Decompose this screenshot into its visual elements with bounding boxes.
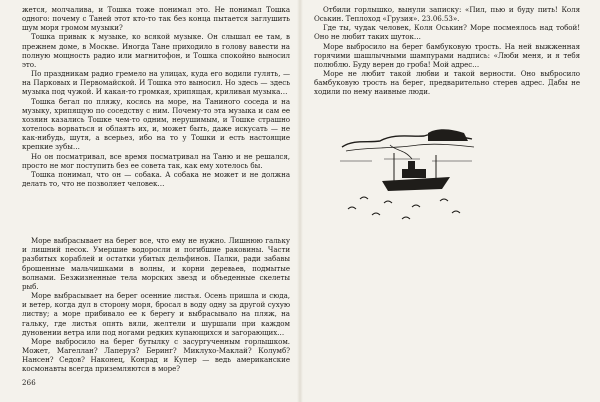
right-page (300, 0, 600, 402)
paragraph: Море выбрасывает на берег осенние листья. Осень пришла и сюда, и ветер, когда дул в сторону моря, бросал в воду одну за другой сухую листву; а море прибивало ее к берегу и выбрасывало на пляж, на гальку, где листья опять вяли, желтели и шуршали при каждом дуновении ветра или под ногами редких купающихся и загорающих… (22, 291, 290, 337)
paragraph: Море выбросило на берег бутылку с засургученным горлышком. Может, Магеллан? Лаперуз? Беринг? Миклухо-Маклай? Колумб? Нансен? Седов? Наконец, Конрад и Купер — ведь американские космонавты всегда приземляются в море? (22, 336, 290, 374)
paragraph: Тошка привык к музыке, ко всякой музыке. Он слышал ее там, в прежнем доме, в Москве. Иногда Тане приходило в голову вавести на полную мощность радио или магнитофон, и Тошка спокойно выносил это. (22, 32, 290, 69)
ship-drawing (332, 103, 482, 223)
paragraph: Отбили горлышко, вынули записку: «Пил, пью и буду пить! Коля Оськин. Теплоход «Грузия». 23.06.53». (314, 5, 580, 24)
paragraph: Но он посматривал, все время посматривал на Таню и не решался, просто не мог поступить без ее совета так, как ему хотелось бы. (22, 151, 290, 170)
paragraph: По праздникам радио гремело на улицах, куда его водили гулять, — на Парковых и Первомайской. И Тошка это выносил. Но здесь — здесь музыка под чужой. И какая-то громкая, хрипящая, криливая музыка… (22, 69, 290, 97)
left-bottom-text (22, 236, 290, 373)
left-top-text (22, 5, 290, 188)
paragraph: Море выбросило на берег бамбуковую трость. На ней выжженная горячими шашлычными шампурами надпись: «Люби меня, и я тебя полюблю. Буду верен до гроба! Мой адрес… (314, 41, 580, 69)
paragraph: Тошка бегал по пляжу, косясь на море, на Таниного соседа и на музыку, хрипящую по соседству с ним. Почему-то эта музыка и сам ее хозяин казались Тошке чем-то одним, нерушимым, и Тошке страшно хотелось ворваться и облаять их, и, может быть, даже искусать — не как-нибудь, шутя, а всерьез, ибо на то у Тошки и есть настоящие крепкие зубы… (22, 96, 290, 152)
ship-illustration (314, 103, 580, 231)
paragraph: Море не любит такой любви и такой верности. Оно выбросило бамбуковую трость на берег, предварительно стерев адрес. Дабы не ходили по нему наивные люди. (314, 69, 580, 97)
paragraph: Море выбрасывает на берег все, что ему не нужно. Лишнюю гальку и лишний песок. Умершие водоросли и погибшие раковины. Части разбитых кораблей и остатки убитых дельфинов. Палки, ради забавы брошенные мальчишками в волны, и корни деревьев, подмытые волнами. Безжизненные тела морских звезд и объеденные скелеты рыб. (22, 236, 290, 291)
section-gap (22, 188, 290, 236)
paragraph: жется, молчалива, и Тошка тоже понимал это. Не понимал Тошка одного: почему с Таней этот кто-то так без конца пытается заглушить шум моря громом музыки? (22, 5, 290, 33)
right-top-text (314, 5, 580, 97)
page-number: 266 (22, 379, 36, 387)
paragraph: Тошка понимал, что он — собака. А собака не может и не должна делать то, что не позволяет человек… (22, 169, 290, 188)
paragraph: Где ты, чудак человек, Коля Оськин? Море посмеялось над тобой! Оно не любит таких шуток… (314, 23, 580, 42)
